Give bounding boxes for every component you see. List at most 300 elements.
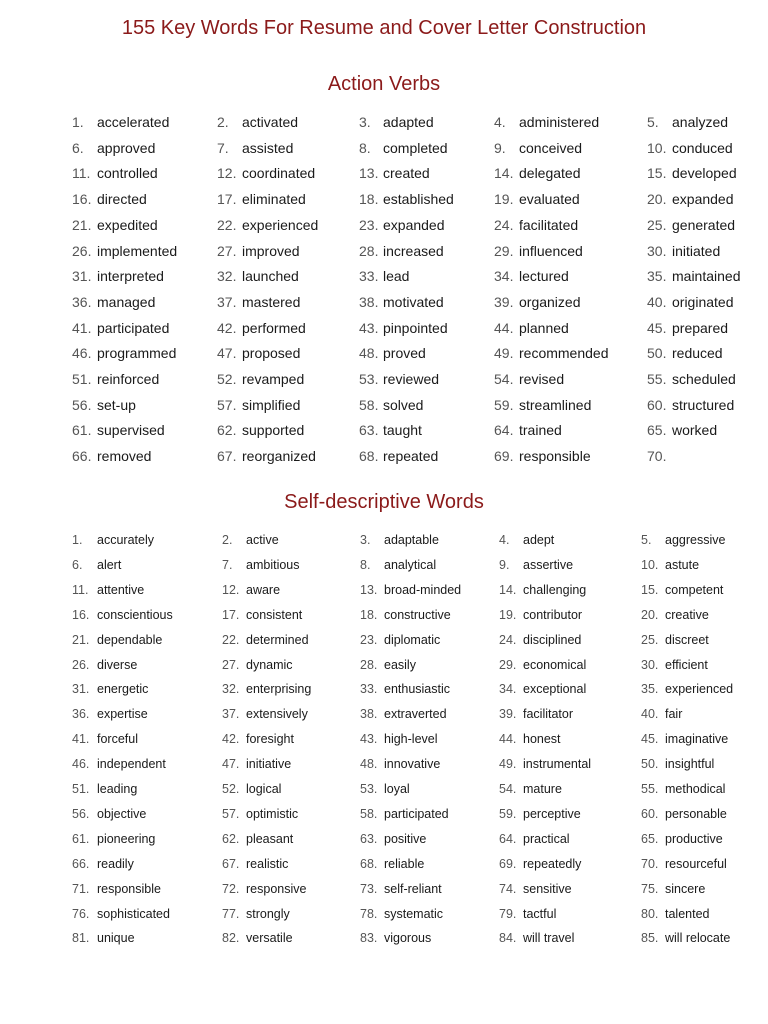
item-number: 40. bbox=[647, 293, 667, 310]
item-number: 56. bbox=[72, 396, 92, 413]
item-number: 43. bbox=[359, 319, 379, 336]
item-number: 64. bbox=[494, 422, 514, 439]
item-word: experienced bbox=[242, 216, 319, 233]
item-word: influenced bbox=[519, 242, 583, 259]
item-word: streamlined bbox=[519, 396, 592, 413]
item-word: diplomatic bbox=[384, 632, 441, 647]
item-word: lead bbox=[383, 268, 410, 285]
item-number: 20. bbox=[647, 191, 667, 208]
item-word: unique bbox=[97, 931, 135, 946]
item-word: assertive bbox=[523, 557, 574, 572]
item-number: 15. bbox=[647, 165, 667, 182]
item-number: 36. bbox=[72, 293, 92, 310]
page-title: 155 Key Words For Resume and Cover Letter Construction bbox=[121, 17, 647, 39]
item-number: 12. bbox=[222, 582, 240, 597]
item-word: initiated bbox=[672, 242, 721, 259]
item-number: 78. bbox=[360, 906, 378, 921]
item-word: delegated bbox=[519, 165, 581, 182]
item-number: 40. bbox=[641, 707, 659, 722]
item-word: systematic bbox=[384, 906, 444, 921]
item-word: evaluated bbox=[519, 191, 580, 208]
item-number: 34. bbox=[494, 268, 514, 285]
item-number: 21. bbox=[72, 632, 90, 647]
item-number: 59. bbox=[499, 806, 517, 821]
item-number: 62. bbox=[222, 831, 240, 846]
item-number: 58. bbox=[359, 396, 379, 413]
item-number: 58. bbox=[360, 806, 378, 821]
item-number: 48. bbox=[359, 345, 379, 362]
item-word: adapted bbox=[383, 114, 434, 130]
item-number: 31. bbox=[72, 682, 90, 697]
item-word: exceptional bbox=[523, 682, 587, 697]
item-word: established bbox=[383, 191, 454, 208]
item-number: 20. bbox=[641, 607, 659, 622]
item-number: 84. bbox=[499, 931, 517, 946]
item-number: 52. bbox=[217, 371, 237, 387]
item-number: 60. bbox=[641, 806, 659, 821]
item-number: 15. bbox=[641, 582, 659, 597]
item-word: energetic bbox=[97, 682, 149, 697]
item-number: 66. bbox=[72, 448, 92, 465]
item-word: set-up bbox=[97, 396, 136, 413]
item-number: 44. bbox=[499, 732, 517, 747]
item-word: eliminated bbox=[242, 191, 306, 208]
item-word: taught bbox=[383, 422, 422, 439]
item-word: organized bbox=[519, 293, 581, 310]
item-number: 56. bbox=[72, 806, 90, 821]
item-number: 14. bbox=[499, 582, 517, 597]
item-word: worked bbox=[672, 422, 718, 439]
item-word: participated bbox=[97, 319, 170, 336]
item-number: 59. bbox=[494, 396, 514, 413]
item-word: proved bbox=[383, 345, 426, 362]
item-number: 2. bbox=[222, 533, 233, 547]
item-number: 61. bbox=[72, 831, 90, 846]
item-number: 14. bbox=[494, 165, 514, 182]
item-number: 75. bbox=[641, 881, 659, 896]
item-word: dependable bbox=[97, 632, 163, 647]
item-number: 80. bbox=[641, 906, 659, 921]
item-number: 51. bbox=[72, 371, 92, 387]
item-number: 85. bbox=[641, 931, 659, 946]
item-word: personable bbox=[665, 806, 727, 821]
item-number: 24. bbox=[494, 216, 514, 233]
item-word: challenging bbox=[523, 582, 587, 597]
item-number: 33. bbox=[360, 682, 378, 697]
item-number: 69. bbox=[499, 856, 517, 871]
item-number: 45. bbox=[647, 319, 667, 336]
item-number: 7. bbox=[217, 139, 229, 156]
item-word: talented bbox=[665, 906, 710, 921]
item-word: efficient bbox=[665, 657, 708, 672]
item-number: 38. bbox=[360, 707, 378, 722]
item-word: responsible bbox=[519, 448, 591, 465]
item-number: 18. bbox=[360, 607, 378, 622]
item-number: 3. bbox=[359, 114, 371, 130]
item-number: 38. bbox=[359, 293, 379, 310]
item-number: 22. bbox=[222, 632, 240, 647]
item-word: reduced bbox=[672, 345, 723, 362]
item-number: 55. bbox=[641, 782, 659, 796]
item-number: 21. bbox=[72, 216, 92, 233]
item-number: 30. bbox=[647, 242, 667, 259]
item-number: 54. bbox=[499, 782, 517, 796]
item-number: 70. bbox=[641, 856, 659, 871]
item-number: 33. bbox=[359, 268, 379, 285]
item-word: honest bbox=[523, 732, 561, 747]
item-number: 37. bbox=[217, 293, 237, 310]
item-number: 27. bbox=[217, 242, 237, 259]
item-word: mastered bbox=[242, 293, 301, 310]
item-word: dynamic bbox=[246, 657, 293, 672]
item-number: 12. bbox=[217, 165, 237, 182]
item-number: 26. bbox=[72, 657, 90, 672]
item-number: 63. bbox=[359, 422, 379, 439]
item-number: 32. bbox=[222, 682, 240, 697]
item-word: increased bbox=[383, 242, 444, 259]
item-number: 50. bbox=[647, 345, 667, 362]
item-number: 54. bbox=[494, 371, 514, 387]
item-word: methodical bbox=[665, 782, 726, 796]
item-word: supervised bbox=[97, 422, 165, 439]
item-word: participated bbox=[384, 806, 449, 821]
item-word: fair bbox=[665, 707, 683, 722]
item-number: 69. bbox=[494, 448, 514, 465]
item-number: 49. bbox=[494, 345, 514, 362]
item-number: 2. bbox=[217, 114, 229, 130]
item-word: simplified bbox=[242, 396, 301, 413]
item-word: foresight bbox=[246, 732, 294, 747]
item-number: 32. bbox=[217, 268, 237, 285]
item-number: 10. bbox=[647, 139, 667, 156]
item-word: vigorous bbox=[384, 931, 432, 946]
item-word: expertise bbox=[97, 707, 148, 722]
item-word: discreet bbox=[665, 632, 709, 647]
item-word: coordinated bbox=[242, 165, 316, 182]
item-word: revised bbox=[519, 371, 565, 387]
item-number: 1. bbox=[72, 114, 84, 130]
item-word: contributor bbox=[523, 607, 583, 622]
item-word: forceful bbox=[97, 732, 138, 747]
item-number: 13. bbox=[360, 582, 378, 597]
item-number: 63. bbox=[360, 831, 378, 846]
item-word: controlled bbox=[97, 165, 158, 182]
item-word: disciplined bbox=[523, 632, 582, 647]
item-word: prepared bbox=[672, 319, 729, 336]
item-word: sophisticated bbox=[97, 906, 170, 921]
item-number: 68. bbox=[359, 448, 379, 465]
item-number: 31. bbox=[72, 268, 92, 285]
item-number: 48. bbox=[360, 757, 378, 772]
item-word: conduced bbox=[672, 139, 733, 156]
item-number: 28. bbox=[359, 242, 379, 259]
item-word: experienced bbox=[665, 682, 734, 697]
item-word: extensively bbox=[246, 707, 308, 722]
item-number: 7. bbox=[222, 557, 233, 572]
item-number: 47. bbox=[222, 757, 240, 772]
item-number: 55. bbox=[647, 371, 667, 387]
item-number: 23. bbox=[360, 632, 378, 647]
item-number: 35. bbox=[647, 268, 667, 285]
item-word: completed bbox=[383, 139, 448, 156]
item-word: responsible bbox=[97, 881, 161, 896]
item-word: conscientious bbox=[97, 607, 173, 622]
item-number: 74. bbox=[499, 881, 517, 896]
item-number: 44. bbox=[494, 319, 514, 336]
item-number: 3. bbox=[360, 533, 371, 547]
item-number: 6. bbox=[72, 139, 84, 156]
item-number: 45. bbox=[641, 732, 659, 747]
item-word: assisted bbox=[242, 139, 294, 156]
item-word: generated bbox=[672, 216, 736, 233]
item-number: 19. bbox=[494, 191, 514, 208]
item-word: sincere bbox=[665, 881, 706, 896]
item-word: enterprising bbox=[246, 682, 312, 697]
item-word: lectured bbox=[519, 268, 569, 285]
item-number: 23. bbox=[359, 216, 379, 233]
item-word: originated bbox=[672, 293, 734, 310]
item-number: 72. bbox=[222, 881, 240, 896]
item-number: 73. bbox=[360, 881, 378, 896]
item-word: repeated bbox=[383, 448, 439, 465]
item-number: 76. bbox=[72, 906, 90, 921]
item-number: 64. bbox=[499, 831, 517, 846]
item-word: recommended bbox=[519, 345, 609, 362]
item-number: 39. bbox=[499, 707, 517, 722]
item-number: 8. bbox=[360, 557, 371, 572]
item-word: adept bbox=[523, 533, 555, 547]
item-word: perceptive bbox=[523, 806, 581, 821]
item-number: 42. bbox=[222, 732, 240, 747]
item-number: 9. bbox=[499, 557, 510, 572]
item-word: creative bbox=[665, 607, 709, 622]
item-number: 37. bbox=[222, 707, 240, 722]
item-number: 17. bbox=[217, 191, 237, 208]
item-word: repeatedly bbox=[523, 856, 582, 871]
item-word: accurately bbox=[97, 533, 154, 547]
item-word: maintained bbox=[672, 268, 741, 285]
item-number: 27. bbox=[222, 657, 240, 672]
item-word: structured bbox=[672, 396, 735, 413]
item-word: easily bbox=[384, 657, 416, 672]
item-word: diverse bbox=[97, 657, 138, 672]
item-word: facilitator bbox=[523, 707, 574, 722]
item-word: solved bbox=[383, 396, 424, 413]
item-number: 9. bbox=[494, 139, 506, 156]
item-number: 16. bbox=[72, 607, 90, 622]
item-word: facilitated bbox=[519, 216, 579, 233]
item-word: astute bbox=[665, 557, 700, 572]
item-number: 81. bbox=[72, 931, 90, 946]
item-number: 68. bbox=[360, 856, 378, 871]
item-word: alert bbox=[97, 557, 122, 572]
item-word: ambitious bbox=[246, 557, 300, 572]
item-number: 79. bbox=[499, 906, 517, 921]
item-number: 57. bbox=[217, 396, 237, 413]
item-number: 17. bbox=[222, 607, 240, 622]
item-word: logical bbox=[246, 782, 282, 796]
item-word: accelerated bbox=[97, 114, 170, 130]
item-number: 43. bbox=[360, 732, 378, 747]
item-word: broad-minded bbox=[384, 582, 462, 597]
item-word: extraverted bbox=[384, 707, 447, 722]
item-word: resourceful bbox=[665, 856, 727, 871]
item-number: 29. bbox=[494, 242, 514, 259]
item-word: leading bbox=[97, 782, 138, 796]
item-word: mature bbox=[523, 782, 562, 796]
item-number: 65. bbox=[647, 422, 667, 439]
item-word: realistic bbox=[246, 856, 289, 871]
item-word: administered bbox=[519, 114, 600, 130]
item-word: expanded bbox=[672, 191, 734, 208]
item-word: will relocate bbox=[665, 931, 731, 946]
item-number: 46. bbox=[72, 757, 90, 772]
item-number: 41. bbox=[72, 732, 90, 747]
item-word: aggressive bbox=[665, 533, 726, 547]
item-word: innovative bbox=[384, 757, 441, 772]
action-verbs-heading: Action Verbs bbox=[327, 73, 441, 95]
item-number: 77. bbox=[222, 906, 240, 921]
item-number: 5. bbox=[647, 114, 659, 130]
item-number: 25. bbox=[647, 216, 667, 233]
item-number: 66. bbox=[72, 856, 90, 871]
item-number: 36. bbox=[72, 707, 90, 722]
item-word: launched bbox=[242, 268, 299, 285]
item-word: performed bbox=[242, 319, 306, 336]
item-word: responsive bbox=[246, 881, 307, 896]
item-word: initiative bbox=[246, 757, 292, 772]
item-word: strongly bbox=[246, 906, 290, 921]
item-word: expedited bbox=[97, 216, 158, 233]
item-word: active bbox=[246, 533, 279, 547]
item-number: 49. bbox=[499, 757, 517, 772]
item-word: programmed bbox=[97, 345, 177, 362]
item-number: 51. bbox=[72, 782, 90, 796]
item-word: analyzed bbox=[672, 114, 729, 130]
item-number: 8. bbox=[359, 139, 371, 156]
item-number: 50. bbox=[641, 757, 659, 772]
item-number: 47. bbox=[217, 345, 237, 362]
item-word: productive bbox=[665, 831, 723, 846]
item-word: proposed bbox=[242, 345, 301, 362]
item-word: created bbox=[383, 165, 430, 182]
item-word: constructive bbox=[384, 607, 451, 622]
item-word: activated bbox=[242, 114, 299, 130]
item-number: 61. bbox=[72, 422, 92, 439]
item-word: enthusiastic bbox=[384, 682, 451, 697]
item-word: tactful bbox=[523, 906, 557, 921]
item-number: 25. bbox=[641, 632, 659, 647]
item-word: reviewed bbox=[383, 371, 440, 387]
item-word: motivated bbox=[383, 293, 444, 310]
item-number: 42. bbox=[217, 319, 237, 336]
item-number: 57. bbox=[222, 806, 240, 821]
item-word: competent bbox=[665, 582, 724, 597]
item-number: 18. bbox=[359, 191, 379, 208]
item-word: directed bbox=[97, 191, 147, 208]
item-word: developed bbox=[672, 165, 737, 182]
item-number: 24. bbox=[499, 632, 517, 647]
item-number: 19. bbox=[499, 607, 517, 622]
item-word: optimistic bbox=[246, 806, 299, 821]
item-word: practical bbox=[523, 831, 570, 846]
item-number: 26. bbox=[72, 242, 92, 259]
item-word: will travel bbox=[523, 931, 575, 946]
item-word: conceived bbox=[519, 139, 583, 156]
item-word: expanded bbox=[383, 216, 445, 233]
item-number: 65. bbox=[641, 831, 659, 846]
item-word: consistent bbox=[246, 607, 303, 622]
item-number: 46. bbox=[72, 345, 92, 362]
item-number: 13. bbox=[359, 165, 379, 182]
item-word: scheduled bbox=[672, 371, 736, 387]
item-word: aware bbox=[246, 582, 281, 597]
item-number: 60. bbox=[647, 396, 667, 413]
item-number: 34. bbox=[499, 682, 517, 697]
item-number: 4. bbox=[499, 533, 510, 547]
item-number: 71. bbox=[72, 881, 90, 896]
item-number: 67. bbox=[222, 856, 240, 871]
item-word: interpreted bbox=[97, 268, 164, 285]
item-word: removed bbox=[97, 448, 152, 465]
item-word: reinforced bbox=[97, 371, 160, 387]
item-word: adaptable bbox=[384, 533, 439, 547]
item-number: 35. bbox=[641, 682, 659, 697]
item-word: economical bbox=[523, 657, 587, 672]
item-word: managed bbox=[97, 293, 156, 310]
item-word: determined bbox=[246, 632, 309, 647]
item-number: 10. bbox=[641, 557, 659, 572]
item-number: 41. bbox=[72, 319, 92, 336]
item-word: high-level bbox=[384, 732, 438, 747]
item-number: 83. bbox=[360, 931, 378, 946]
item-word: instrumental bbox=[523, 757, 592, 772]
item-number: 82. bbox=[222, 931, 240, 946]
item-word: sensitive bbox=[523, 881, 572, 896]
item-number: 1. bbox=[72, 533, 83, 547]
item-word: pioneering bbox=[97, 831, 156, 846]
item-number: 62. bbox=[217, 422, 237, 439]
item-word: objective bbox=[97, 806, 147, 821]
item-word: pinpointed bbox=[383, 319, 448, 336]
item-word: revamped bbox=[242, 371, 305, 387]
item-number: 39. bbox=[494, 293, 514, 310]
self-descriptive-heading: Self-descriptive Words bbox=[284, 491, 484, 513]
item-word: self-reliant bbox=[384, 881, 442, 896]
item-word: independent bbox=[97, 757, 166, 772]
item-number: 53. bbox=[360, 782, 378, 796]
item-word: planned bbox=[519, 319, 569, 336]
item-number: 28. bbox=[360, 657, 378, 672]
item-word: attentive bbox=[97, 582, 145, 597]
item-word: implemented bbox=[97, 242, 178, 259]
item-number: 70. bbox=[647, 448, 667, 465]
item-word: trained bbox=[519, 422, 562, 439]
item-word: reorganized bbox=[242, 448, 316, 465]
item-number: 6. bbox=[72, 557, 83, 572]
item-word: reliable bbox=[384, 856, 425, 871]
item-word: versatile bbox=[246, 931, 293, 946]
item-number: 22. bbox=[217, 216, 237, 233]
item-word: loyal bbox=[384, 782, 410, 796]
item-word: improved bbox=[242, 242, 300, 259]
item-word: positive bbox=[384, 831, 427, 846]
item-number: 52. bbox=[222, 782, 240, 796]
item-number: 11. bbox=[72, 582, 89, 597]
item-number: 29. bbox=[499, 657, 517, 672]
item-number: 16. bbox=[72, 191, 92, 208]
item-word: readily bbox=[97, 856, 134, 871]
